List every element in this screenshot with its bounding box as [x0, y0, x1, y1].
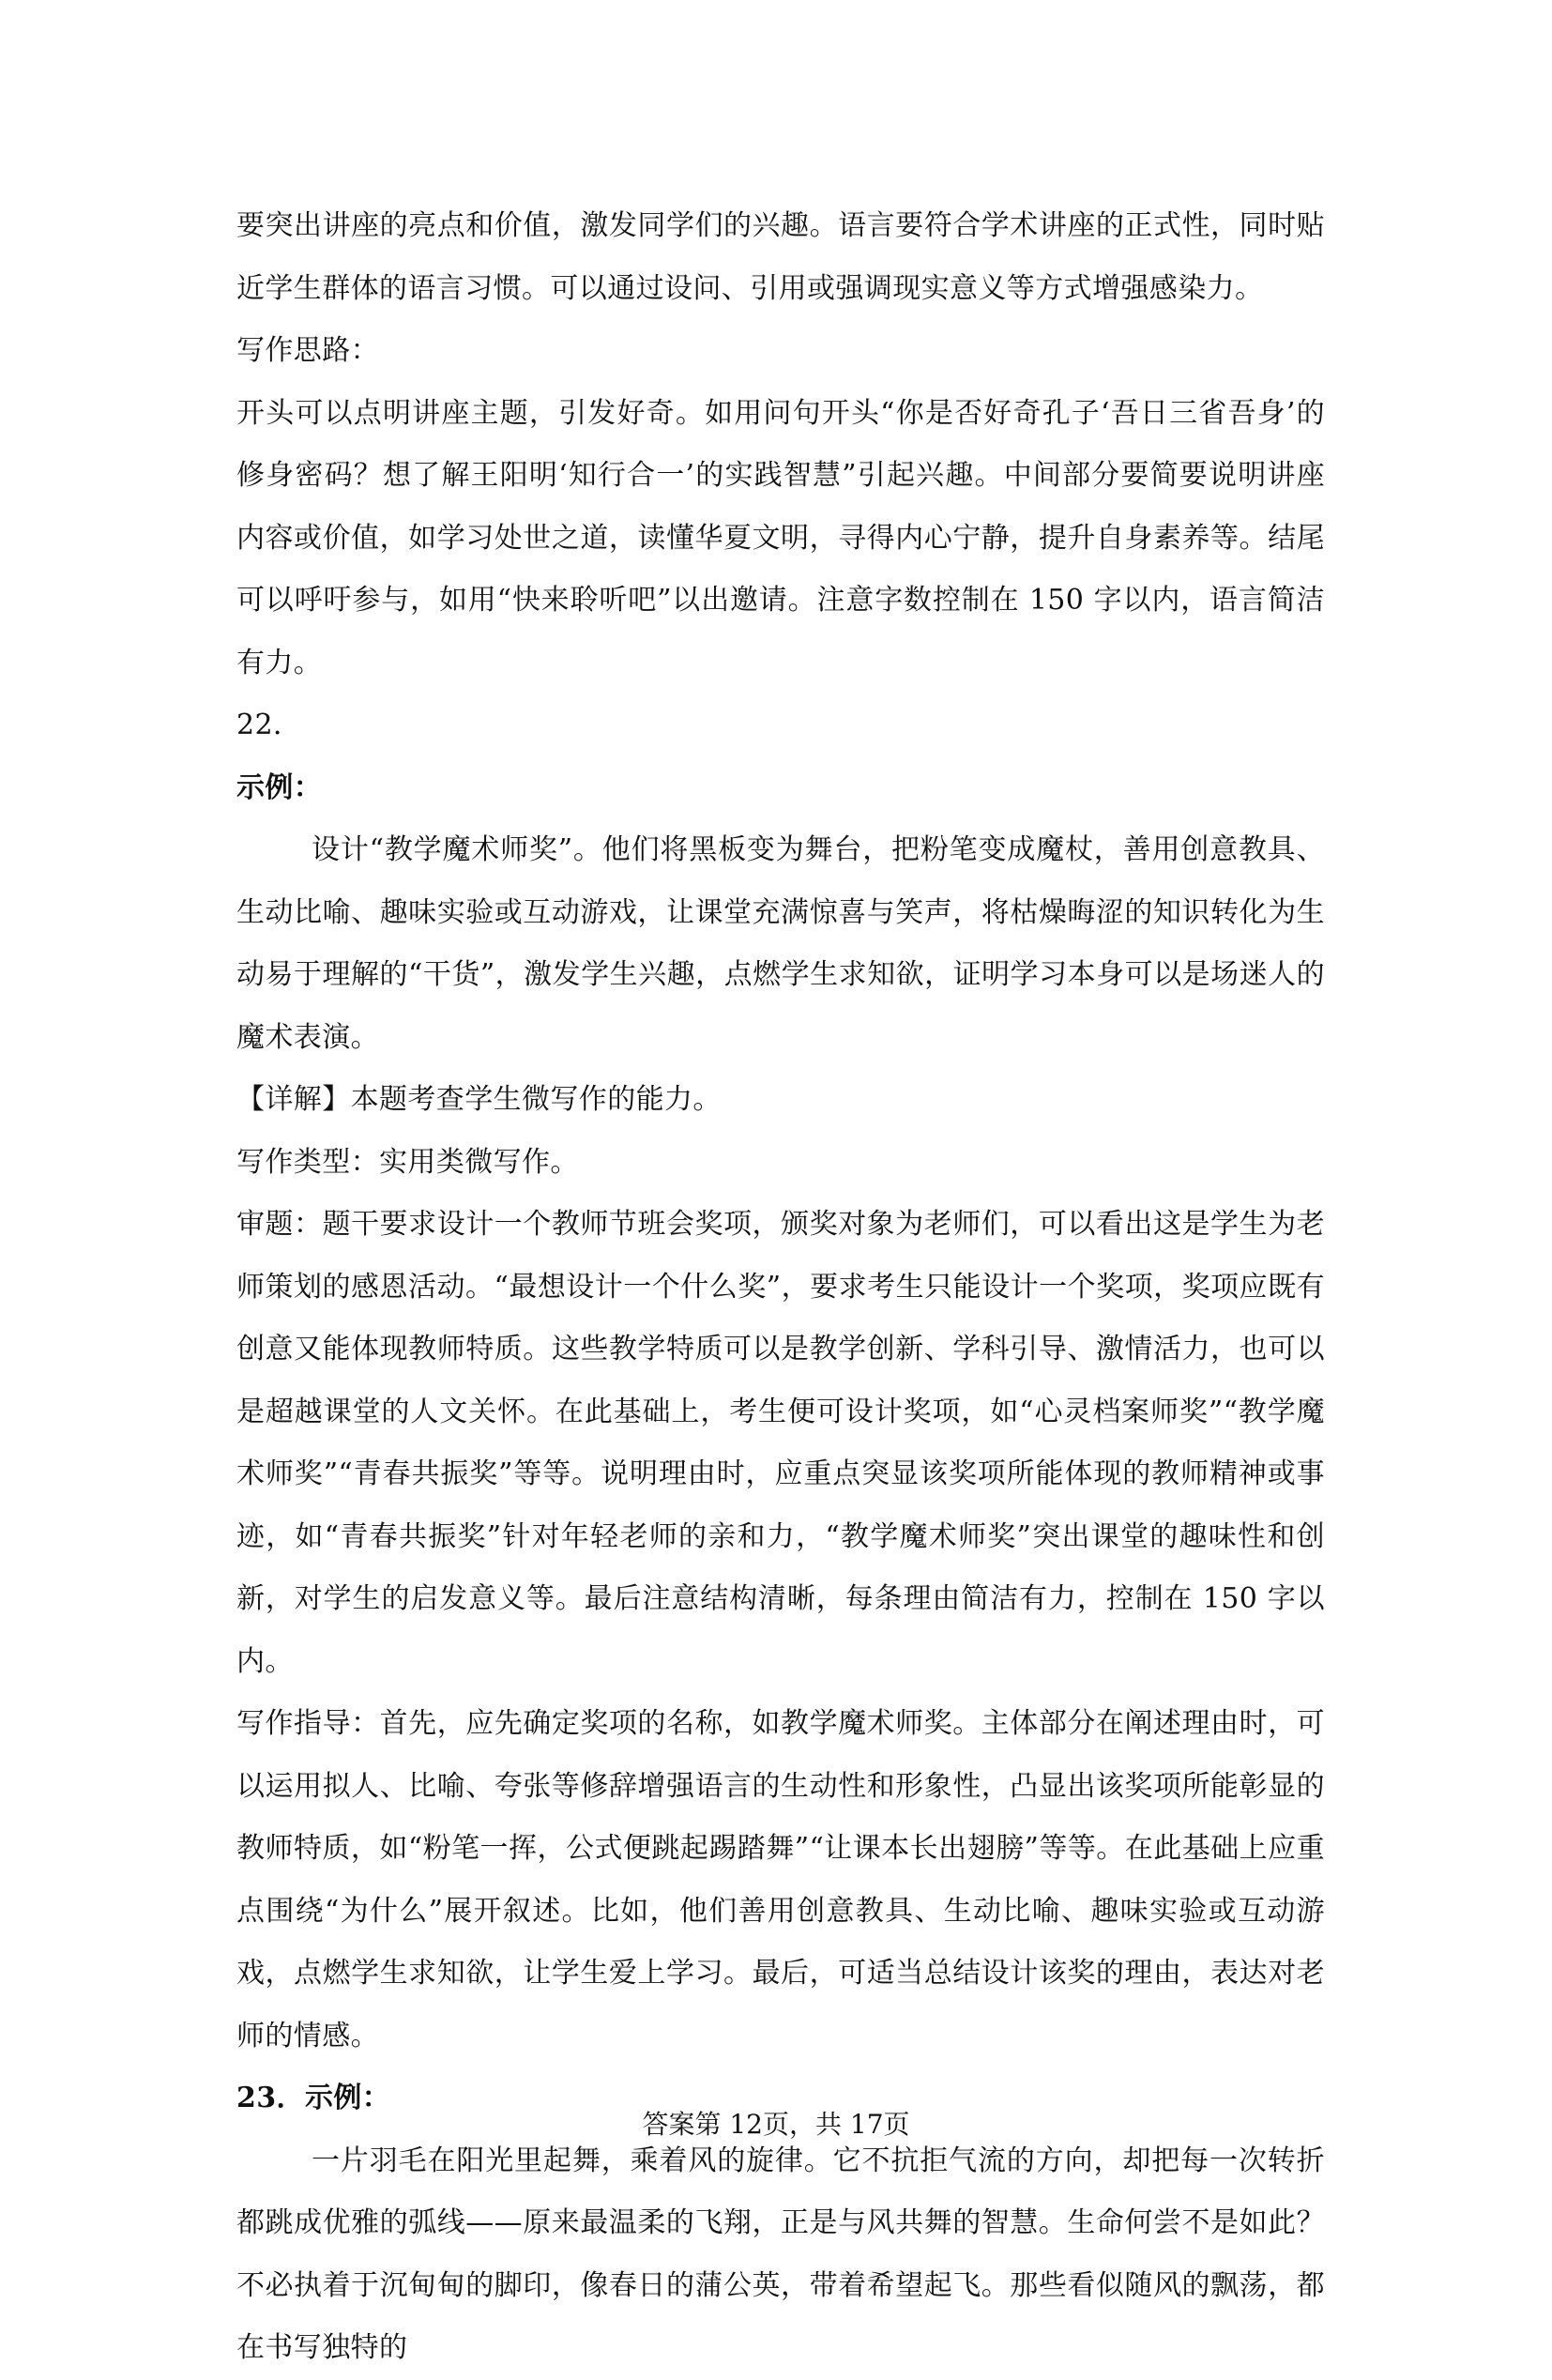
example-heading-22: 示例：	[236, 770, 323, 804]
page-footer: 答案第 12页，共 17页	[642, 2109, 910, 2140]
question-number-22: 22．	[236, 709, 302, 741]
label-writing-approach: 写作思路：	[236, 334, 379, 367]
paragraph-writing-type: 写作类型：实用类微写作。	[236, 1145, 579, 1179]
paragraph-analysis: 审题：题干要求设计一个教师节班会奖项，颁奖对象为老师们，可以看出这是学生为老师策划的感恩活动。“最想设计一个什么奖”，要求考生只能设计一个奖项，奖项应既有创意又能体现教师特质。这些教学特质可以是教学创新、学科引导、激情活力，也可以是超越课堂的人文关怀。在此基础上，考生便可设计奖项，如“心灵档案师奖”“教学魔术师奖”“青春共振奖”等等。说明理由时，应重点突显该奖项所能体现的教师精神或事迹，如“青春共振奖”针对年轻老师的亲和力，“教学魔术师奖”突出课堂的趣味性和创新，对学生的启发意义等。最后注意结构清晰，每条理由简洁有力，控制在 150 字以内。	[236, 1208, 1325, 1678]
paragraph-explanation: 【详解】本题考查学生微写作的能力。	[236, 1083, 722, 1116]
question-heading-23: 23．示例：	[236, 2082, 391, 2114]
paragraph-writing-approach: 开头可以点明讲座主题，引发好奇。如用问句开头“你是否好奇孔子‘吾日三省吾身’的修身密码？想了解王阳明‘知行合一’的实践智慧”引起兴趣。中间部分要简要说明讲座内容或价值，如学习处世之道，读懂华夏文明，寻得内心宁静，提升自身素养等。结尾可以呼吁参与，如用“快来聆听吧”以出邀请。注意字数控制在 150 字以内，语言简洁有力。	[236, 396, 1325, 679]
paragraph-lecture-tips: 要突出讲座的亮点和价值，激发同学们的兴趣。语言要符合学术讲座的正式性，同时贴近学生群体的语言习惯。可以通过设问、引用或强调现实意义等方式增强感染力。	[236, 209, 1325, 305]
paragraph-writing-guide: 写作指导：首先，应先确定奖项的名称，如教学魔术师奖。主体部分在阐述理由时，可以运用拟人、比喻、夸张等修辞增强语言的生动性和形象性，凸显出该奖项所能彰显的教师特质，如“粉笔一挥，公式便跳起踢踏舞”“让课本长出翅膀”等等。在此基础上应重点围绕“为什么”展开叙述。比如，他们善用创意教具、生动比喻、趣味实验或互动游戏，点燃学生求知欲，让学生爱上学习。最后，可适当总结设计该奖的理由，表达对老师的情感。	[236, 1707, 1325, 2052]
document-body	[236, 195, 1325, 2380]
paragraph-example-22: 设计“教学魔术师奖”。他们将黑板变为舞台，把粉笔变成魔杖，善用创意教具、生动比喻、趣味实验或互动游戏，让课堂充满惊喜与笑声，将枯燥晦涩的知识转化为生动易于理解的“干货”，激发学生兴趣，点燃学生求知欲，证明学习本身可以是场迷人的魔术表演。	[236, 833, 1325, 1054]
paragraph-example-23: 一片羽毛在阳光里起舞，乘着风的旋律。它不抗拒气流的方向，却把每一次转折都跳成优雅的弧线——原来最温柔的飞翔，正是与风共舞的智慧。生命何尝不是如此？不必执着于沉甸甸的脚印，像春日的蒲公英，带着希望起飞。那些看似随风的飘荡，都在书写独特的	[236, 2144, 1325, 2364]
